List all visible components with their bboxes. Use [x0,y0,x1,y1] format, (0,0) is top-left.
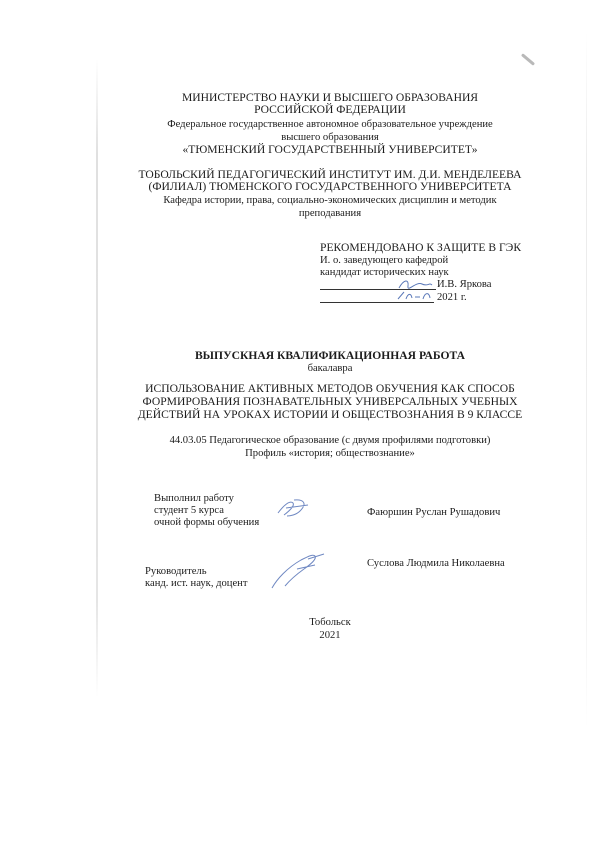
approval-title: РЕКОМЕНДОВАНО К ЗАЩИТЕ В ГЭК [320,241,522,254]
approval-name: И.В. Яркова [437,279,492,290]
institution-line-1: Федеральное государственное автономное образовательное учреждение [167,119,493,130]
branch-name-line-1: ТОБОЛЬСКИЙ ПЕДАГОГИЧЕСКИЙ ИНСТИТУТ ИМ. Д.И. МЕНДЕЛЕЕВА [138,168,522,181]
handwritten-date [396,287,436,303]
scan-corner-mark [521,53,535,66]
ministry-line-1: МИНИСТЕРСТВО НАУКИ И ВЫСШЕГО ОБРАЗОВАНИЯ [181,91,479,104]
work-type: ВЫПУСКНАЯ КВАЛИФИКАЦИОННАЯ РАБОТА [194,349,466,362]
program-profile: Профиль «история; обществознание» [245,448,415,459]
work-title-line-1: ИСПОЛЬЗОВАНИЕ АКТИВНЫХ МЕТОДОВ ОБУЧЕНИЯ КАК СПОСОБ [145,382,515,395]
student-name: Фаюршин Руслан Рушадович [367,507,501,518]
work-title-line-3: ДЕЙСТВИЙ НА УРОКАХ ИСТОРИИ И ОБЩЕСТВОЗНАНИЯ В 9 КЛАССЕ [137,408,523,421]
city: Тобольск [309,617,351,628]
department-line-2: преподавания [298,208,362,219]
student-label-3: очной формы обучения [154,517,260,528]
year: 2021 [319,630,341,641]
supervisor-label-1: Руководитель [145,566,207,577]
branch-name-line-2: (ФИЛИАЛ) ТЮМЕНСКОГО ГОСУДАРСТВЕННОГО УНИВЕРСИТЕТА [148,180,512,193]
institution-line-2: высшего образования [281,132,379,143]
ministry-line-2: РОССИЙСКОЙ ФЕДЕРАЦИИ [254,103,406,116]
approval-position: И. о. заведующего кафедрой [320,255,449,266]
supervisor-signature [266,550,328,592]
student-label-1: Выполнил работу [154,493,234,504]
scan-edge-left [96,58,98,698]
supervisor-label-2: канд. ист. наук, доцент [145,578,248,589]
university-name: «ТЮМЕНСКИЙ ГОСУДАРСТВЕННЫЙ УНИВЕРСИТЕТ» [182,143,478,156]
approval-year: 2021 г. [437,292,467,303]
supervisor-name: Суслова Людмила Николаевна [367,558,505,569]
student-label-2: студент 5 курса [154,505,224,516]
student-signature [270,494,320,522]
approval-degree: кандидат исторических наук [320,267,449,278]
program-code: 44.03.05 Педагогическое образование (с двумя профилями подготовки) [169,435,491,446]
work-level: бакалавра [307,363,353,374]
scan-edge-right [586,30,587,730]
department-line-1: Кафедра истории, права, социально-экономических дисциплин и методик [163,195,497,206]
work-title-line-2: ФОРМИРОВАНИЯ ПОЗНАВАТЕЛЬНЫХ УНИВЕРСАЛЬНЫХ УЧЕБНЫХ [142,395,518,408]
